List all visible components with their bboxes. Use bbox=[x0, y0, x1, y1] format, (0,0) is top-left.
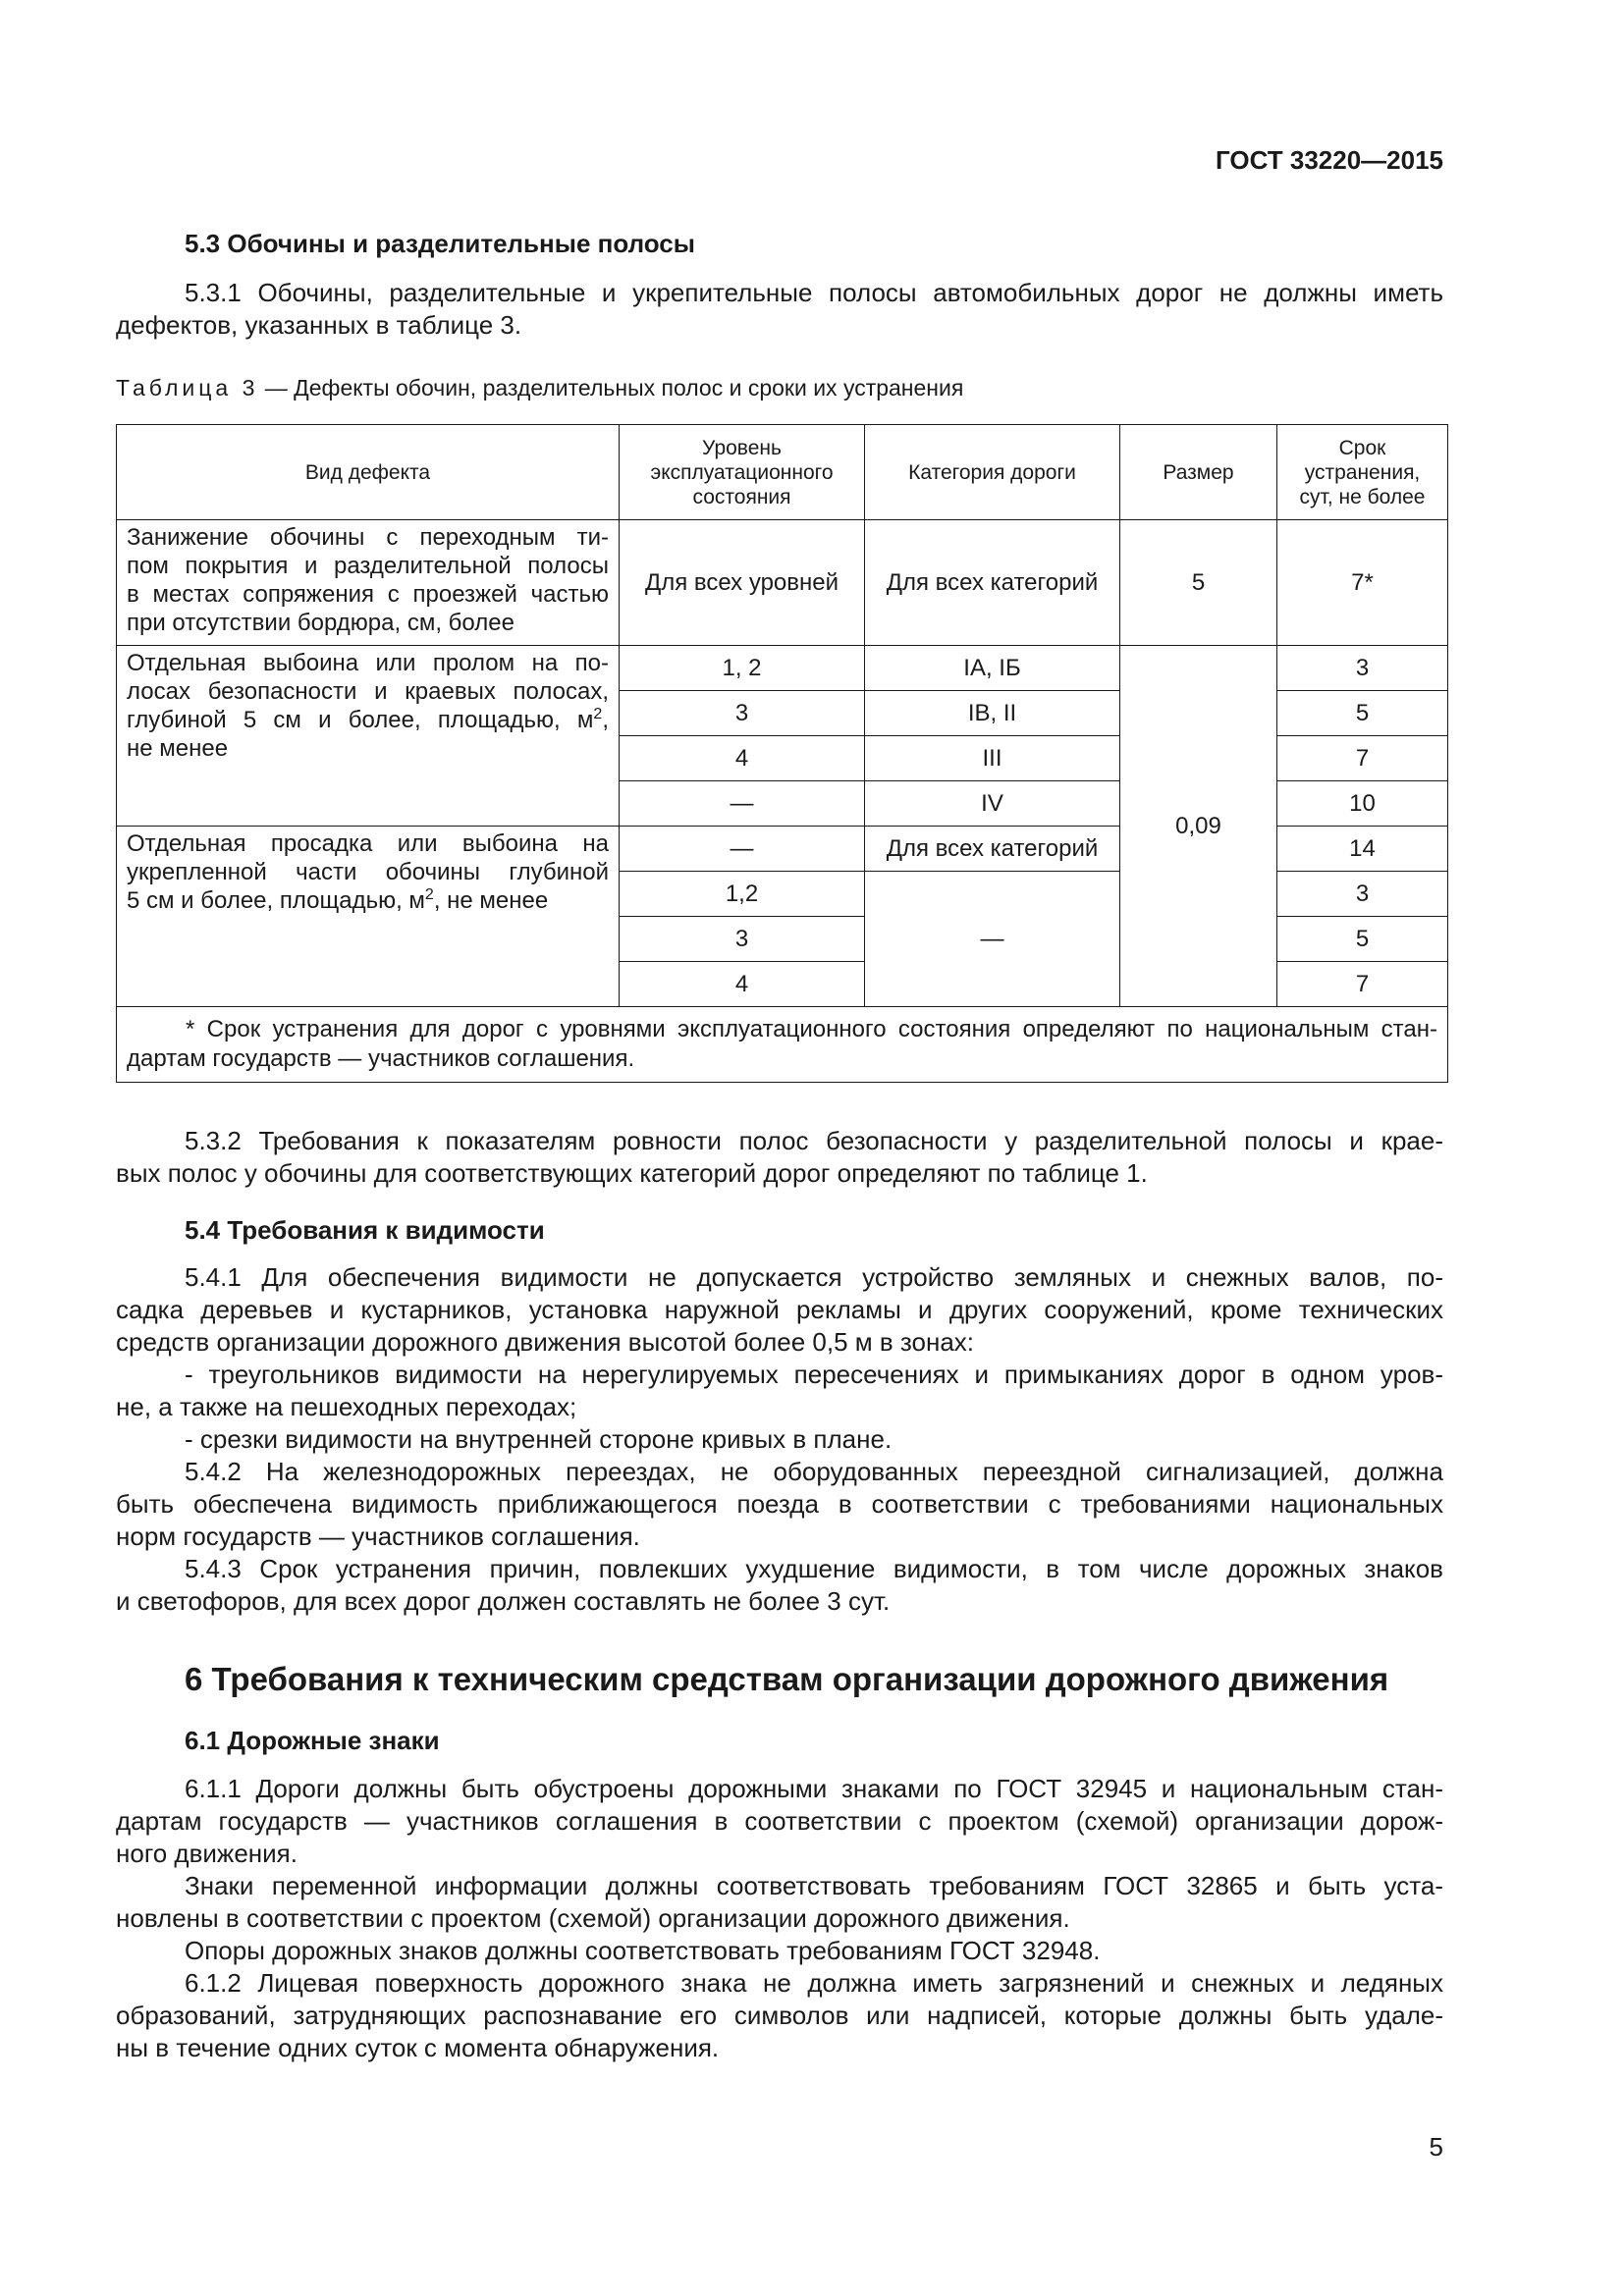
level-cell: 1, 2 bbox=[620, 646, 865, 691]
text-line: 6.1.1 Дороги должны быть обустроены дорожными знаками по ГОСТ 32945 и национальным стан- bbox=[185, 1774, 1443, 1803]
text-fragment: , не менее bbox=[433, 887, 549, 914]
category-cell: Для всех категорий bbox=[865, 827, 1120, 872]
defect-cell bbox=[117, 827, 620, 1007]
header-cell: Размер bbox=[1120, 425, 1277, 520]
text-line: 5.3.2 Требования к показателям ровности полос безопасности у разделительной полосы и крае- bbox=[185, 1126, 1443, 1155]
text-line: - треугольников видимости на нерегулируемых пересечениях и примыканиях дорог в одном уров- bbox=[185, 1360, 1443, 1389]
defect-cell bbox=[117, 646, 620, 827]
level-cell: — bbox=[620, 827, 865, 872]
text-line: норм государств — участников соглашения. bbox=[116, 1522, 640, 1551]
text-line: ны в течение одних суток с момента обнаружения. bbox=[116, 2033, 720, 2062]
text-line: не, а также на пешеходных переходах; bbox=[116, 1392, 577, 1421]
superscript: 2 bbox=[593, 706, 603, 722]
table-caption-text: — Дефекты обочин, разделительных полос и сроки их устранения bbox=[264, 375, 964, 400]
text-line: Занижение обочины с переходным ти- bbox=[127, 524, 609, 551]
text-line: быть обеспечена видимость приближающегося поезда в соответствии с требованиями национальных bbox=[116, 1489, 1443, 1519]
text-line: Отдельная просадка или выбоина на bbox=[127, 830, 609, 857]
text-line: вых полос у обочины для соответствующих категорий дорог определяют по таблице 1. bbox=[116, 1158, 1148, 1188]
header-cell: Срок устранения, сут, не более bbox=[1277, 425, 1448, 520]
text-line: Отдельная выбоина или пролом на по- bbox=[127, 650, 609, 676]
text-line: 5.4.2 На железнодорожных переездах, не оборудованных переездной сигнализацией, должна bbox=[185, 1457, 1443, 1486]
header-cell: Уровень эксплуатационного состояния bbox=[620, 425, 865, 520]
level-cell: Для всех уровней bbox=[620, 520, 865, 646]
section-6-heading: 6 Требования к техническим средствам организации дорожного движения bbox=[185, 1661, 1389, 1697]
table-row bbox=[117, 646, 1448, 691]
level-cell: — bbox=[620, 781, 865, 827]
text-line bbox=[127, 886, 609, 915]
text-line: не менее bbox=[127, 735, 229, 762]
header-cell: Вид дефекта bbox=[117, 425, 620, 520]
text-line: средств организации дорожного движения высотой более 0,5 м в зонах: bbox=[116, 1327, 975, 1357]
table-3-caption bbox=[116, 375, 963, 401]
table-header-row bbox=[117, 425, 1448, 520]
paragraph-5-3-1 bbox=[116, 277, 1443, 342]
size-cell-shared: 0,09 bbox=[1120, 646, 1277, 1007]
superscript: 2 bbox=[424, 886, 434, 903]
text-line: лосах безопасности и краевых полосах, bbox=[127, 678, 609, 705]
level-cell: 1,2 bbox=[620, 872, 865, 917]
text-line: Опоры дорожных знаков должны соответствовать требованиям ГОСТ 32948. bbox=[185, 1936, 1101, 1965]
table-footnote-row bbox=[117, 1007, 1448, 1083]
term-cell: 14 bbox=[1277, 827, 1448, 872]
paragraph-6-1 bbox=[116, 1773, 1443, 2064]
text-line: 5.4.3 Срок устранения причин, повлекших ухудшение видимости, в том числе дорожных знаков bbox=[185, 1554, 1443, 1583]
level-cell: 3 bbox=[620, 917, 865, 962]
size-cell: 5 bbox=[1120, 520, 1277, 646]
term-cell: 7 bbox=[1277, 736, 1448, 781]
level-cell: 4 bbox=[620, 962, 865, 1007]
text-line: укрепленной части обочины глубиной bbox=[127, 859, 609, 885]
table-footnote bbox=[117, 1007, 1448, 1083]
text-line: образований, затрудняющих распознавание его символов или надписей, которые должны быть удале- bbox=[116, 2001, 1443, 2030]
category-cell: IА, IБ bbox=[865, 646, 1120, 691]
text-line bbox=[127, 706, 609, 734]
category-cell: IV bbox=[865, 781, 1120, 827]
table-caption-label: Таблица 3 bbox=[116, 375, 259, 400]
text-line: - срезки видимости на внутренней стороне кривых в плане. bbox=[185, 1424, 893, 1454]
category-cell: III bbox=[865, 736, 1120, 781]
section-5-3-heading: 5.3 Обочины и разделительные полосы bbox=[185, 229, 695, 258]
term-cell: 5 bbox=[1277, 917, 1448, 962]
term-cell: 5 bbox=[1277, 691, 1448, 736]
term-cell: 7 bbox=[1277, 962, 1448, 1007]
term-cell: 3 bbox=[1277, 646, 1448, 691]
category-cell-shared: — bbox=[865, 872, 1120, 1007]
text-line: 6.1.2 Лицевая поверхность дорожного знака не должна иметь загрязнений и снежных и ледяных bbox=[185, 1968, 1443, 1998]
text-line: дартам государств — участников соглашения в соответствии с проектом (схемой) организации дорож- bbox=[116, 1806, 1443, 1836]
page-number: 5 bbox=[1429, 2132, 1443, 2162]
level-cell: 3 bbox=[620, 691, 865, 736]
text-fragment: 5 см и более, площадью, м bbox=[127, 887, 425, 914]
paragraph-5-3-2 bbox=[116, 1125, 1443, 1190]
text-line: 5.3.1 Обочины, разделительные и укрепительные полосы автомобильных дорог не должны иметь bbox=[185, 278, 1443, 307]
section-6-1-heading: 6.1 Дорожные знаки bbox=[185, 1726, 440, 1755]
text-line: Знаки переменной информации должны соответствовать требованиям ГОСТ 32865 и быть уста- bbox=[185, 1871, 1443, 1900]
category-cell: Для всех категорий bbox=[865, 520, 1120, 646]
term-cell: 3 bbox=[1277, 872, 1448, 917]
text-line: * Срок устранения для дорог с уровнями эксплуатационного состояния определяют по национальным стан- bbox=[186, 1016, 1437, 1042]
text-line: пом покрытия и разделительной полосы bbox=[127, 553, 609, 579]
category-cell: IВ, II bbox=[865, 691, 1120, 736]
text-line: и светофоров, для всех дорог должен составлять не более 3 сут. bbox=[116, 1586, 891, 1616]
text-fragment: , bbox=[602, 707, 609, 733]
document-code: ГОСТ 33220—2015 bbox=[1216, 145, 1443, 175]
term-cell: 10 bbox=[1277, 781, 1448, 827]
section-5-4-heading: 5.4 Требования к видимости bbox=[185, 1215, 545, 1245]
text-line: при отсутствии бордюра, см, более bbox=[127, 610, 514, 636]
table-row bbox=[117, 520, 1448, 646]
term-cell: 7* bbox=[1277, 520, 1448, 646]
text-line: в местах сопряжения с проезжей частью bbox=[127, 581, 609, 608]
text-line: новлены в соответствии с проектом (схемой) организации дорожного движения. bbox=[116, 1903, 1070, 1933]
text-line: садка деревьев и кустарников, установка наружной рекламы и других сооружений, кроме технических bbox=[116, 1295, 1443, 1324]
header-cell: Категория дороги bbox=[865, 425, 1120, 520]
text-fragment: глубиной 5 см и более, площадью, м bbox=[127, 707, 594, 733]
level-cell: 4 bbox=[620, 736, 865, 781]
text-line: дартам государств — участников соглашения. bbox=[127, 1045, 635, 1072]
paragraph-5-4 bbox=[116, 1261, 1443, 1618]
text-line: дефектов, указанных в таблице 3. bbox=[116, 310, 522, 340]
text-line: ного движения. bbox=[116, 1839, 298, 1868]
text-line: 5.4.1 Для обеспечения видимости не допускается устройство земляных и снежных валов, по- bbox=[185, 1262, 1443, 1292]
defects-table bbox=[116, 424, 1448, 1083]
defect-cell bbox=[117, 520, 620, 646]
